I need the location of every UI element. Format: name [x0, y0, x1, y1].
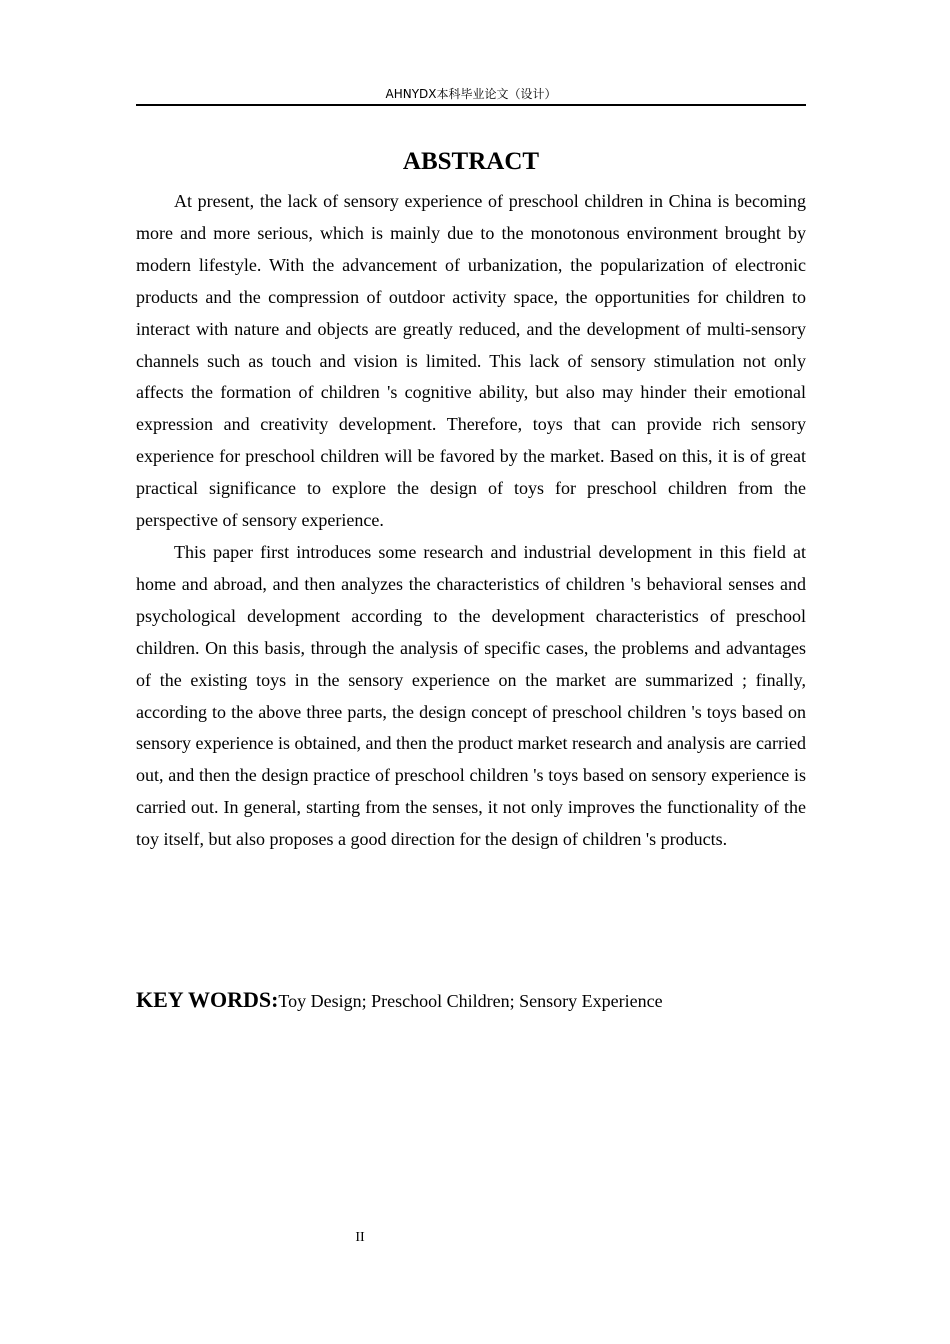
header-rule [136, 104, 806, 106]
abstract-paragraph-2: This paper first introduces some research and industrial development in this field at home and abroad, and then analyzes the characteristics of children 's behavioral senses and psychological development according to the development characteristics of preschool children. On this basis, through the analysis of specific cases, the problems and advantages of the existing toys in the sensory experience on the market are summarized ; finally, according to the above three parts, the design concept of preschool children 's toys based on sensory experience is obtained, and then the product market research and analysis are carried out, and then the design practice of preschool children 's toys based on sensory experience is carried out. In general, starting from the senses, it not only improves the functionality of the toy itself, but also proposes a good direction for the design of children 's products. [136, 541, 806, 850]
abstract-body [136, 186, 806, 856]
running-header: AHNYDX本科毕业论文（设计） [385, 87, 557, 101]
keywords-line [136, 985, 806, 1016]
keywords-label: KEY WORDS: [136, 987, 279, 1012]
keywords-text: Toy Design; Preschool Children; Sensory Experience [278, 991, 663, 1011]
abstract-title: ABSTRACT [402, 148, 540, 175]
page-number: II [355, 1230, 365, 1245]
abstract-paragraph-1: At present, the lack of sensory experience of preschool children in China is becoming more and more serious, which is mainly due to the monotonous environment brought by modern lifestyle. With the advancement of urbanization, the popularization of electronic products and the compression of outdoor activity space, the opportunities for children to interact with nature and objects are greatly reduced, and the development of multi-sensory channels such as touch and vision is limited. This lack of sensory stimulation not only affects the formation of children 's cognitive ability, but also may hinder their emotional expression and creativity development. Therefore, toys that can provide rich sensory experience for preschool children will be favored by the market. Based on this, it is of great practical significance to explore the design of toys for preschool children from the perspective of sensory experience. [136, 191, 806, 531]
